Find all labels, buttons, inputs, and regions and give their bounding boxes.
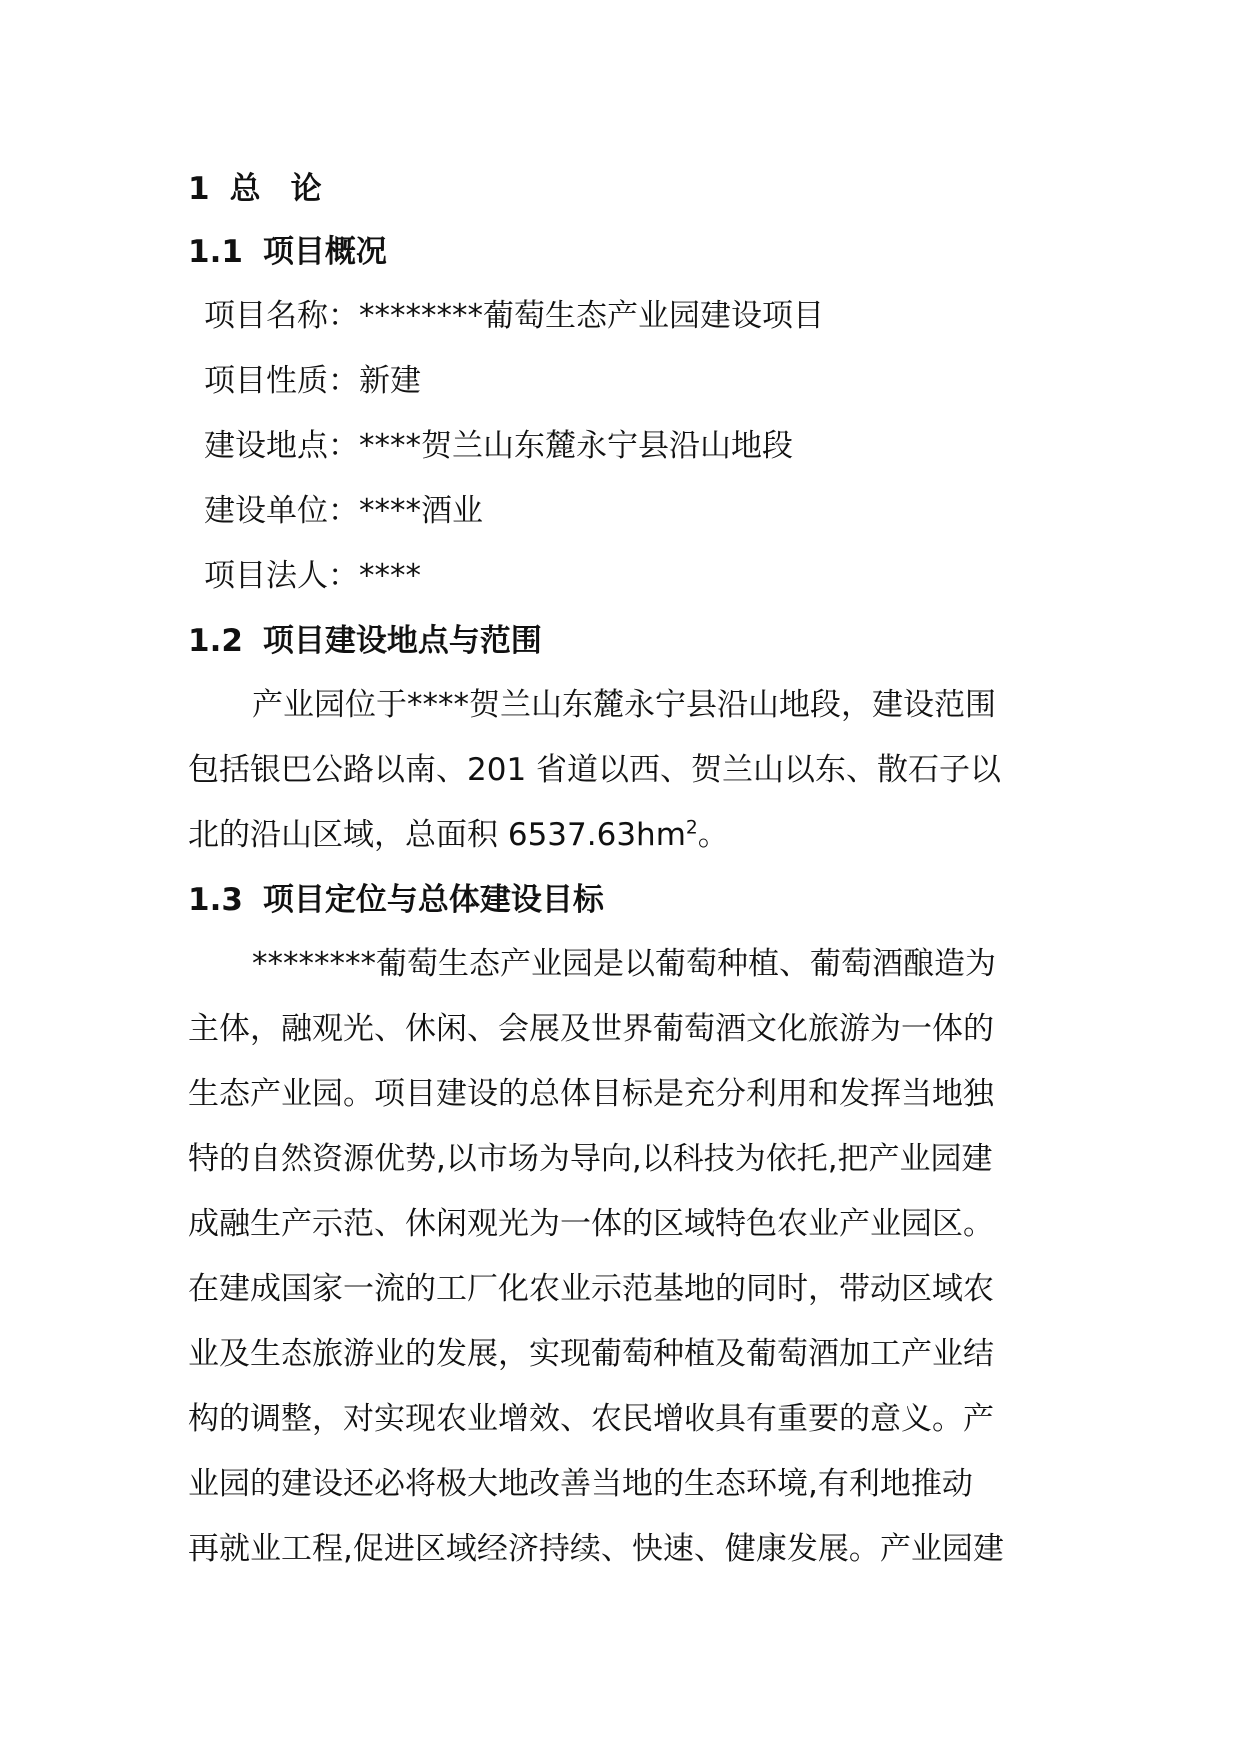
field-label: 项目名称：: [204, 298, 359, 334]
field-value: ****酒业: [359, 493, 483, 529]
section-title: 项目建设地点与范围: [262, 623, 542, 659]
section-number: 1.2: [188, 623, 243, 659]
field-legal-person: [188, 544, 1054, 609]
area-superscript: 2: [685, 817, 698, 839]
paragraph-line: 成融生产示范、休闲观光为一体的区域特色农业产业园区。: [188, 1206, 994, 1242]
field-project-name: [188, 284, 1054, 349]
field-label: 项目性质：: [204, 363, 359, 399]
paragraph-line: 业及生态旅游业的发展，实现葡萄种植及葡萄酒加工产业结: [188, 1336, 994, 1372]
paragraph-line: 再就业工程,促进区域经济持续、快速、健康发展。产业园建: [188, 1531, 1004, 1567]
field-label: 项目法人：: [204, 558, 359, 594]
paragraph-line: ********葡萄生态产业园是以葡萄种植、葡萄酒酿造为: [252, 946, 996, 982]
field-value: ********葡萄生态产业园建设项目: [359, 298, 824, 334]
section-number: 1.1: [188, 234, 243, 270]
section-heading-1-3: [188, 868, 1054, 932]
paragraph-line: 包括银巴公路以南、201 省道以西、贺兰山以东、散石子以: [188, 752, 1002, 788]
section-heading-1-2: [188, 609, 1054, 673]
field-construction-unit: [188, 479, 1054, 544]
chapter-title-char-1: 总: [229, 171, 261, 207]
chapter-heading: [188, 158, 1054, 220]
chapter-title-char-2: 论: [290, 171, 322, 207]
paragraph-line: 特的自然资源优势,以市场为导向,以科技为依托,把产业园建: [188, 1141, 993, 1177]
field-label: 建设单位：: [204, 493, 359, 529]
section-title: 项目概况: [262, 234, 387, 270]
field-label: 建设地点：: [204, 428, 359, 464]
paragraph-positioning-goals: [188, 932, 1054, 1582]
paragraph-line: 产业园位于****贺兰山东麓永宁县沿山地段，建设范围: [252, 687, 996, 723]
field-value: ****贺兰山东麓永宁县沿山地段: [359, 428, 793, 464]
paragraph-location-scope: [188, 673, 1054, 868]
chapter-number: 1: [188, 171, 210, 207]
section-title: 项目定位与总体建设目标: [262, 882, 604, 918]
paragraph-line: 主体，融观光、休闲、会展及世界葡萄酒文化旅游为一体的: [188, 1011, 994, 1047]
paragraph-line: 生态产业园。项目建设的总体目标是充分利用和发挥当地独: [188, 1076, 994, 1112]
document-body: [188, 158, 1054, 1582]
paragraph-line: 业园的建设还必将极大地改善当地的生态环境,有利地推动: [188, 1466, 973, 1502]
field-value: 新建: [359, 363, 421, 399]
paragraph-line-last: 北的沿山区域，总面积 $6537.63hm^2$。: [188, 817, 729, 853]
section-heading-1-1: [188, 220, 1054, 284]
field-project-nature: [188, 349, 1054, 414]
section-number: 1.3: [188, 882, 243, 918]
paragraph-line: 构的调整，对实现农业增效、农民增收具有重要的意义。产: [188, 1401, 994, 1437]
paragraph-line: 在建成国家一流的工厂化农业示范基地的同时，带动区域农: [188, 1271, 994, 1307]
field-value: ****: [359, 558, 421, 594]
field-construction-site: [188, 414, 1054, 479]
